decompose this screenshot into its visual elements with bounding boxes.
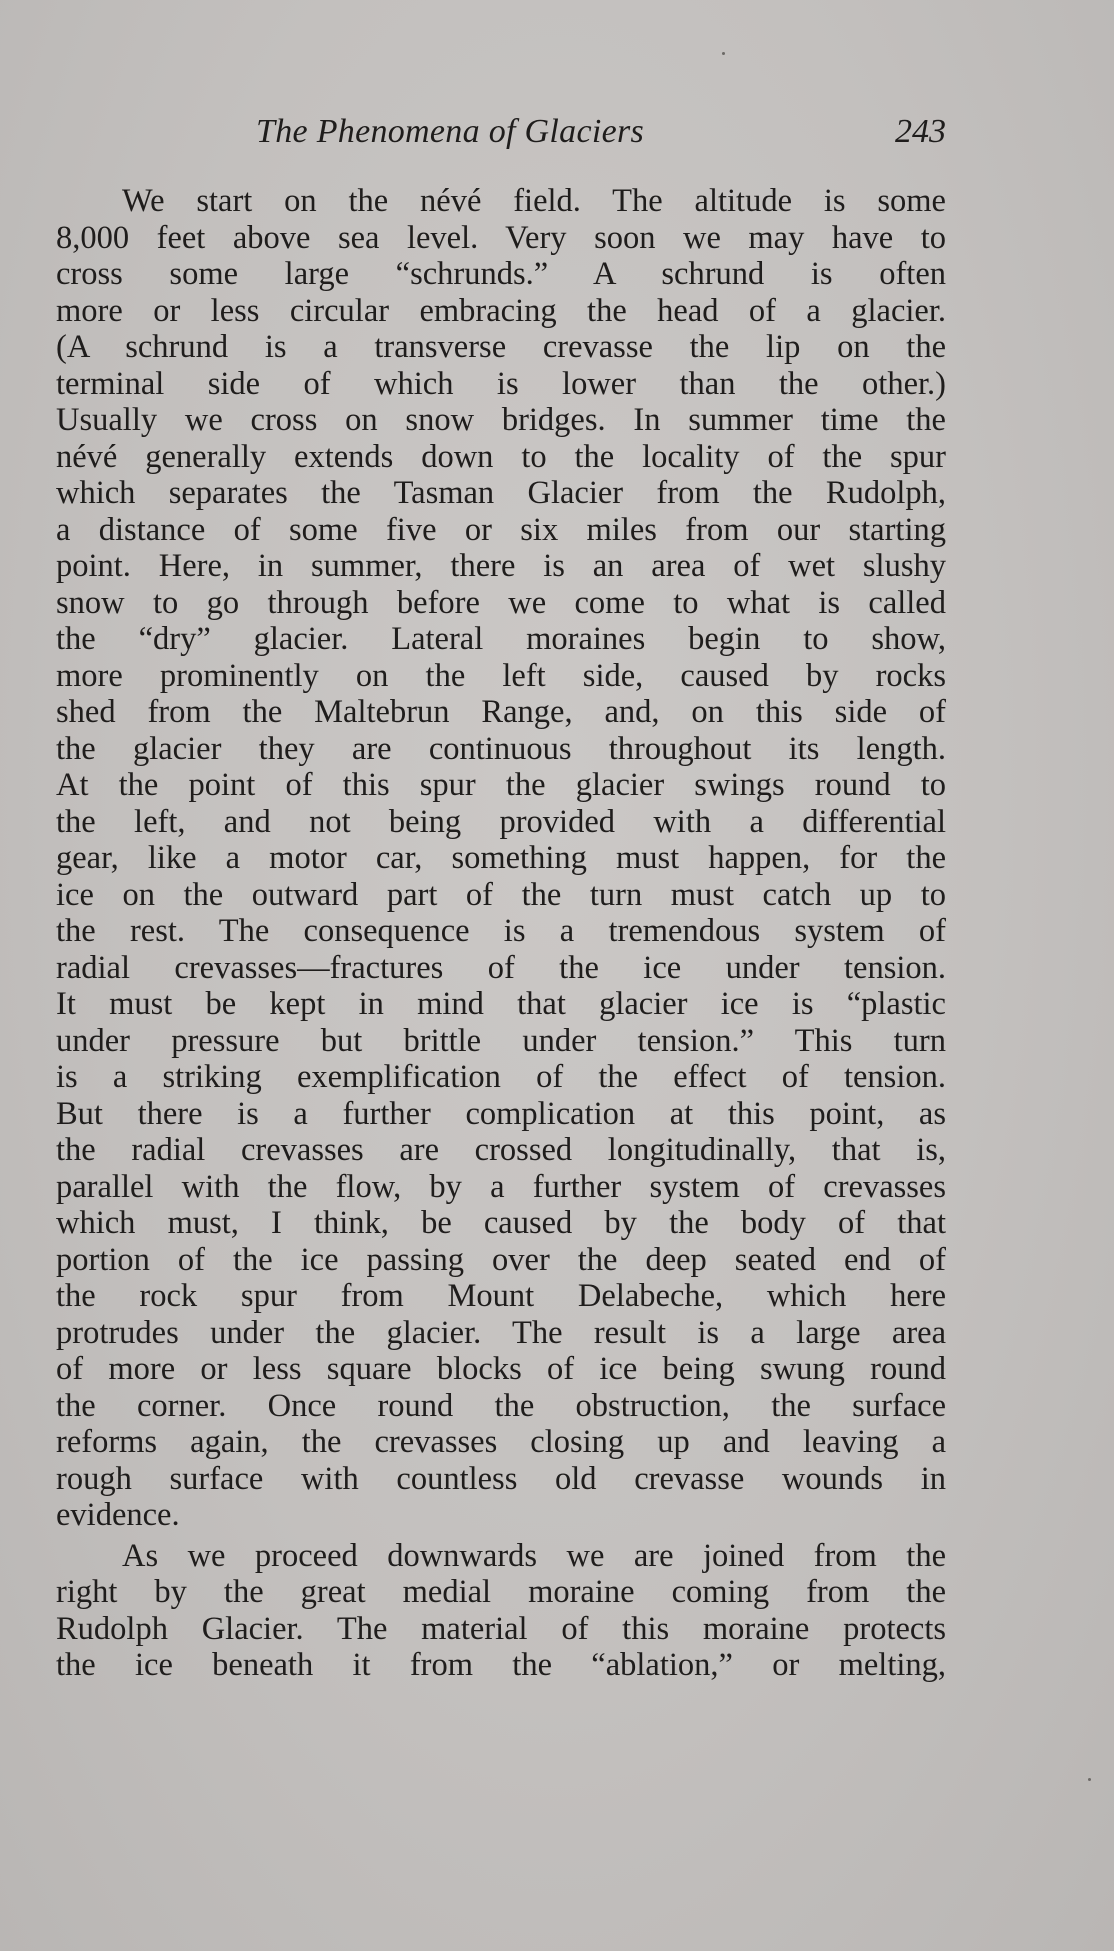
text-line: névé generally extends down to the locality of the spur xyxy=(56,438,946,475)
text-line: of more or less square blocks of ice being swung round xyxy=(56,1351,946,1387)
text-line: more prominently on the left side, caused by rocks xyxy=(56,657,946,694)
text-line: ice on the outward part of the turn must catch up to xyxy=(56,876,946,913)
text-line: evidence. xyxy=(56,1497,180,1533)
text-line: shed from the Maltebrun Range, and, on this side of xyxy=(56,694,946,730)
running-head xyxy=(56,113,946,153)
text-line: But there is a further complication at this point, as xyxy=(56,1095,946,1132)
text-line: rough surface with countless old crevasse wounds in xyxy=(56,1460,946,1497)
text-line: point. Here, in summer, there is an area of wet slushy xyxy=(56,548,946,584)
text-line: Usually we cross on snow bridges. In summer time the xyxy=(56,402,946,438)
text-line: (A schrund is a transverse crevasse the lip on the xyxy=(56,329,946,365)
paragraph-2 xyxy=(56,1538,946,1684)
paper-speck xyxy=(722,52,725,55)
text-line: a distance of some five or six miles from our starting xyxy=(56,511,946,548)
text-line: protrudes under the glacier. The result is a large area xyxy=(56,1314,946,1351)
page-number: 243 xyxy=(895,113,946,150)
text-line: more or less circular embracing the head of a glacier. xyxy=(56,292,946,329)
text-line: As we proceed downwards we are joined from the xyxy=(122,1537,946,1574)
text-line: the glacier they are continuous throughout its length. xyxy=(56,730,946,767)
text-line: snow to go through before we come to what is called xyxy=(56,584,946,621)
text-line: the rock spur from Mount Delabeche, which here xyxy=(56,1278,946,1314)
text-line: cross some large “schrunds.” A schrund is often xyxy=(56,256,946,292)
text-line: It must be kept in mind that glacier ice is “plastic xyxy=(56,986,946,1022)
text-line: the rest. The consequence is a tremendous system of xyxy=(56,913,946,949)
text-line: the left, and not being provided with a differential xyxy=(56,803,946,840)
paragraph-1 xyxy=(56,183,946,1534)
text-line: the corner. Once round the obstruction, the surface xyxy=(56,1387,946,1424)
paper-speck xyxy=(1088,1778,1091,1781)
text-line: 8,000 feet above sea level. Very soon we may have to xyxy=(56,219,946,256)
text-line: the “dry” glacier. Lateral moraines begin to show, xyxy=(56,621,946,657)
text-line: At the point of this spur the glacier swings round to xyxy=(56,767,946,803)
body-text xyxy=(56,183,946,1684)
running-title: The Phenomena of Glaciers xyxy=(256,113,645,150)
text-line: portion of the ice passing over the deep seated end of xyxy=(56,1241,946,1278)
text-line: the ice beneath it from the “ablation,” or melting, xyxy=(56,1647,946,1683)
text-line: right by the great medial moraine coming from the xyxy=(56,1574,946,1610)
text-line: under pressure but brittle under tension.” This turn xyxy=(56,1022,946,1059)
text-line: We start on the névé field. The altitude is some xyxy=(122,183,946,219)
text-line: reforms again, the crevasses closing up and leaving a xyxy=(56,1424,946,1460)
text-line: which must, I think, be caused by the body of that xyxy=(56,1205,946,1241)
text-line: terminal side of which is lower than the other.) xyxy=(56,365,946,402)
text-line: Rudolph Glacier. The material of this moraine protects xyxy=(56,1610,946,1647)
text-line: which separates the Tasman Glacier from the Rudolph, xyxy=(56,475,946,511)
text-line: parallel with the flow, by a further system of crevasses xyxy=(56,1168,946,1205)
text-line: is a striking exemplification of the effect of tension. xyxy=(56,1059,946,1095)
text-line: radial crevasses—fractures of the ice under tension. xyxy=(56,949,946,986)
text-line: gear, like a motor car, something must happen, for the xyxy=(56,840,946,876)
text-line: the radial crevasses are crossed longitudinally, that is, xyxy=(56,1132,946,1168)
